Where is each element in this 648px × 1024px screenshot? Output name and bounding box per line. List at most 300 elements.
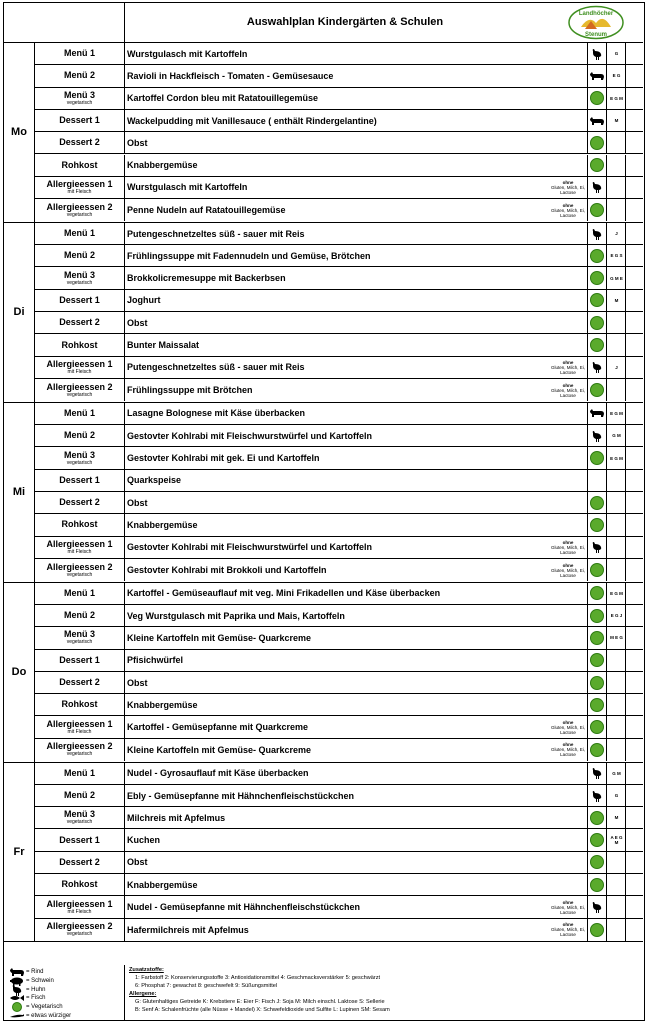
veggie-icon bbox=[587, 267, 607, 288]
table-row bbox=[35, 245, 643, 267]
allergy-free-body: Gluten, Milch, Ei, Lactose bbox=[550, 364, 585, 375]
category-cell bbox=[35, 852, 125, 873]
blank-cell bbox=[626, 874, 643, 895]
table-row bbox=[35, 447, 643, 469]
dish-name: Gestovter Kohlrabi mit Fleischwurstwürfel und Kartoffeln bbox=[127, 542, 373, 553]
dish-name: Penne Nudeln auf Ratatouillegemüse bbox=[127, 205, 286, 216]
dish-name: Obst bbox=[127, 317, 148, 328]
allergy-free-head: ohne bbox=[562, 382, 574, 388]
category-cell bbox=[35, 694, 125, 715]
allergens-line-1: G: Glutenhaltiges Getreide K: Krebstiere E: Eier F: Fisch J: Soja M: Milch einschl. Laktose S: Sellerie bbox=[135, 999, 385, 1005]
chicken-icon bbox=[587, 425, 607, 446]
blank-cell bbox=[626, 132, 643, 153]
allergy-free-head: ohne bbox=[562, 562, 574, 568]
table-row bbox=[35, 874, 643, 896]
table-row bbox=[35, 199, 643, 221]
allergen-codes bbox=[608, 852, 626, 873]
veggie-icon bbox=[587, 312, 607, 333]
day-block-mi bbox=[4, 403, 643, 583]
veggie-icon bbox=[587, 739, 607, 761]
allergy-free-body: Gluten, Milch, Ei, Lactose bbox=[550, 904, 585, 915]
category-label: Menü 3 bbox=[63, 629, 95, 640]
legend-item bbox=[8, 1011, 71, 1021]
category-cell bbox=[35, 425, 125, 446]
dish-name: Knabbergemüse bbox=[127, 160, 198, 171]
blank-cell bbox=[626, 583, 643, 604]
category-label: Rohkost bbox=[61, 879, 98, 890]
blank-cell bbox=[626, 785, 643, 806]
blank-cell bbox=[626, 290, 643, 311]
blank-cell bbox=[626, 403, 643, 424]
allergen-codes: A E G M bbox=[608, 829, 626, 850]
table-row bbox=[35, 896, 643, 918]
category-cell bbox=[35, 672, 125, 693]
category-label: Allergieessen 1 bbox=[46, 358, 113, 369]
allergy-free-head: ohne bbox=[562, 359, 574, 365]
dish-name: Knabbergemüse bbox=[127, 879, 198, 890]
category-cell bbox=[35, 874, 125, 895]
dish-name: Kleine Kartoffeln mit Gemüse- Quarkcreme bbox=[127, 744, 312, 755]
table-row bbox=[35, 425, 643, 447]
blank-cell bbox=[626, 43, 643, 64]
chicken-icon bbox=[587, 785, 607, 806]
blank-cell bbox=[626, 514, 643, 535]
category-label: Menü 3 bbox=[63, 89, 95, 100]
allergy-free-note bbox=[548, 379, 588, 401]
veggie-icon bbox=[587, 492, 607, 513]
veggie-icon bbox=[587, 672, 607, 693]
allergen-codes: E G bbox=[608, 65, 626, 86]
category-label: Dessert 1 bbox=[59, 654, 100, 665]
category-label: Menü 3 bbox=[63, 449, 95, 460]
allergen-codes: G bbox=[608, 785, 626, 806]
additives-line-2: 6: Phosphat 7: gewachst 8: geschwefelt 9: Süßungsmittel bbox=[135, 983, 278, 989]
veggie-icon bbox=[587, 650, 607, 671]
allergy-free-note bbox=[548, 559, 588, 581]
chicken-icon bbox=[587, 896, 607, 917]
category-cell bbox=[35, 110, 125, 131]
veggie-icon bbox=[587, 559, 607, 581]
allergen-codes: E G M bbox=[608, 583, 626, 604]
veggie-icon bbox=[587, 447, 607, 468]
category-label: Allergieessen 1 bbox=[46, 538, 113, 549]
allergens-heading: Allergene: bbox=[129, 991, 157, 997]
blank-cell bbox=[626, 88, 643, 109]
dish-name: Gestovter Kohlrabi mit Brokkoli und Kartoffeln bbox=[127, 565, 327, 576]
legend-label: = Fisch bbox=[26, 995, 46, 1002]
legend-label: = Vegetarisch bbox=[26, 1004, 63, 1011]
category-cell bbox=[35, 43, 125, 64]
allergen-codes: M bbox=[608, 807, 626, 828]
legend-label: = Rind bbox=[26, 969, 44, 975]
allergen-codes bbox=[608, 537, 626, 558]
category-cell bbox=[35, 559, 125, 581]
allergen-codes bbox=[608, 514, 626, 535]
blank-cell bbox=[626, 425, 643, 446]
category-sublabel: vegetarisch bbox=[66, 459, 93, 466]
allergy-free-head: ohne bbox=[562, 719, 574, 725]
category-cell bbox=[35, 716, 125, 737]
veggie-icon bbox=[587, 245, 607, 266]
day-block-di bbox=[4, 223, 643, 403]
allergen-codes bbox=[608, 334, 626, 355]
additives-heading: Zusatzstoffe: bbox=[129, 967, 164, 973]
blank-cell bbox=[626, 716, 643, 737]
chicken-icon bbox=[587, 537, 607, 558]
category-sublabel: vegetarisch bbox=[66, 279, 93, 286]
beef-icon bbox=[587, 110, 607, 131]
category-cell bbox=[35, 132, 125, 153]
category-cell bbox=[35, 537, 125, 558]
blank-cell bbox=[626, 223, 643, 244]
table-row bbox=[35, 88, 643, 110]
dish-name: Kartoffel Cordon bleu mit Ratatouillegemüse bbox=[127, 93, 319, 104]
legend-label: = Schwein bbox=[26, 977, 54, 984]
blank-cell bbox=[626, 896, 643, 917]
category-label: Menü 3 bbox=[63, 269, 95, 280]
header bbox=[4, 3, 643, 43]
allergy-free-body: Gluten, Milch, Ei, Lactose bbox=[550, 207, 585, 218]
category-label: Menü 2 bbox=[63, 430, 95, 441]
category-label: Menü 2 bbox=[63, 70, 95, 81]
chicken-icon bbox=[587, 43, 607, 64]
blank-cell bbox=[626, 807, 643, 828]
beef-icon bbox=[587, 403, 607, 424]
page-title: Auswahlplan Kindergärten & Schulen bbox=[246, 16, 444, 28]
category-label: Rohkost bbox=[61, 339, 98, 350]
category-label: Allergieessen 2 bbox=[46, 921, 113, 932]
day-block-mo bbox=[4, 43, 643, 223]
allergy-free-note bbox=[548, 357, 588, 378]
allergen-codes bbox=[608, 716, 626, 737]
day-label: Di bbox=[4, 223, 35, 402]
table-row bbox=[35, 470, 643, 492]
dish-name: Knabbergemüse bbox=[127, 519, 198, 530]
veggie-icon bbox=[587, 132, 607, 153]
allergy-free-note bbox=[548, 716, 588, 737]
table-row bbox=[35, 583, 643, 605]
allergen-codes: E G M bbox=[608, 403, 626, 424]
category-sublabel: vegetarisch bbox=[66, 931, 93, 938]
additives-info bbox=[129, 965, 639, 1020]
blank-cell bbox=[626, 379, 643, 401]
category-label: Dessert 1 bbox=[59, 474, 100, 485]
category-cell bbox=[35, 199, 125, 221]
blank-cell bbox=[626, 334, 643, 355]
table-row bbox=[35, 785, 643, 807]
allergen-codes bbox=[608, 694, 626, 715]
category-label: Rohkost bbox=[61, 519, 98, 530]
allergen-codes: G M bbox=[608, 763, 626, 784]
category-cell bbox=[35, 896, 125, 917]
table-row bbox=[35, 650, 643, 672]
allergen-codes: M E G bbox=[608, 627, 626, 648]
allergen-codes bbox=[608, 312, 626, 333]
category-cell bbox=[35, 470, 125, 491]
veggie-icon bbox=[587, 514, 607, 535]
category-label: Allergieessen 1 bbox=[46, 178, 113, 189]
allergy-free-note bbox=[548, 896, 588, 917]
veggie-icon bbox=[587, 334, 607, 355]
category-cell bbox=[35, 514, 125, 535]
allergy-free-note bbox=[548, 199, 588, 221]
blank-cell bbox=[626, 763, 643, 784]
allergen-codes: E G S bbox=[608, 245, 626, 266]
blank-cell bbox=[626, 492, 643, 513]
category-label: Dessert 2 bbox=[59, 137, 100, 148]
allergen-codes bbox=[608, 919, 626, 941]
category-sublabel: mit Fleisch bbox=[67, 908, 92, 915]
table-row bbox=[35, 919, 643, 941]
table-row bbox=[35, 763, 643, 785]
table-row bbox=[35, 65, 643, 87]
allergy-free-head: ohne bbox=[562, 202, 574, 208]
table-row bbox=[35, 716, 643, 738]
allergen-codes bbox=[608, 559, 626, 581]
category-label: Menü 1 bbox=[63, 767, 95, 778]
table-row bbox=[35, 290, 643, 312]
dish-name: Obst bbox=[127, 497, 148, 508]
category-cell bbox=[35, 919, 125, 941]
category-sublabel: mit Fleisch bbox=[67, 548, 92, 555]
dish-name: Joghurt bbox=[127, 295, 161, 306]
allergen-codes: G bbox=[608, 43, 626, 64]
table-row bbox=[35, 223, 643, 245]
allergen-codes: G M bbox=[608, 425, 626, 446]
category-label: Menü 3 bbox=[63, 809, 95, 820]
table-row bbox=[35, 357, 643, 379]
blank-cell bbox=[626, 829, 643, 850]
category-label: Dessert 1 bbox=[59, 294, 100, 305]
dish-name: Kartoffel - Gemüsepfanne mit Quarkcreme bbox=[127, 722, 309, 733]
category-cell bbox=[35, 357, 125, 378]
chicken-icon bbox=[587, 357, 607, 378]
allergen-codes bbox=[608, 492, 626, 513]
category-cell bbox=[35, 177, 125, 198]
table-row bbox=[35, 739, 643, 761]
category-label: Menü 2 bbox=[63, 610, 95, 621]
icon-legend bbox=[4, 965, 125, 1020]
category-label: Allergieessen 2 bbox=[46, 381, 113, 392]
blank-cell bbox=[626, 919, 643, 941]
veggie-icon bbox=[587, 199, 607, 221]
category-sublabel: vegetarisch bbox=[66, 819, 93, 826]
category-label: Dessert 1 bbox=[59, 115, 100, 126]
table-row bbox=[35, 379, 643, 401]
allergens-line-2: B: Senf A: Schalenfrüchte (alle Nüsse + Mandel) X: Schwefeldioxide und Sulfite L: Lupinen SM: Sesam bbox=[135, 1007, 390, 1013]
table-row bbox=[35, 403, 643, 425]
veggie-icon bbox=[587, 852, 607, 873]
dish-name: Wackelpudding mit Vanillesauce ( enthält Rindergelantine) bbox=[127, 115, 377, 126]
veggie-icon bbox=[587, 583, 607, 604]
category-cell bbox=[35, 290, 125, 311]
category-label: Allergieessen 1 bbox=[46, 898, 113, 909]
day-label: Fr bbox=[4, 763, 35, 942]
dish-name: Quarkspeise bbox=[127, 475, 182, 486]
allergen-codes bbox=[608, 379, 626, 401]
blank-cell bbox=[626, 672, 643, 693]
table-row bbox=[35, 267, 643, 289]
table-row bbox=[35, 627, 643, 649]
table-row bbox=[35, 537, 643, 559]
category-label: Allergieessen 2 bbox=[46, 741, 113, 752]
menu-table bbox=[4, 43, 643, 942]
blank-cell bbox=[626, 694, 643, 715]
category-cell bbox=[35, 223, 125, 244]
category-sublabel: vegetarisch bbox=[66, 639, 93, 646]
dish-name: Bunter Maissalat bbox=[127, 340, 200, 351]
category-cell bbox=[35, 492, 125, 513]
category-cell bbox=[35, 267, 125, 288]
allergy-free-note bbox=[548, 919, 588, 941]
veggie-icon bbox=[587, 874, 607, 895]
blank-cell bbox=[626, 110, 643, 131]
allergen-codes bbox=[608, 896, 626, 917]
legend-label: = Huhn bbox=[26, 986, 46, 993]
category-label: Allergieessen 2 bbox=[46, 201, 113, 212]
category-cell bbox=[35, 88, 125, 109]
allergen-codes: J bbox=[608, 357, 626, 378]
category-cell bbox=[35, 334, 125, 355]
veggie-icon bbox=[587, 829, 607, 850]
dish-name: Pfisichwürfel bbox=[127, 655, 184, 666]
veggie-icon bbox=[587, 919, 607, 941]
allergy-free-note bbox=[548, 739, 588, 761]
category-cell bbox=[35, 739, 125, 761]
blank-cell bbox=[626, 245, 643, 266]
pepper-icon bbox=[8, 1012, 26, 1020]
allergen-codes bbox=[608, 650, 626, 671]
veggie-icon bbox=[587, 694, 607, 715]
dish-name: Nudel - Gyrosauflauf mit Käse überbacken bbox=[127, 768, 309, 779]
legend-label: = etwas würziger bbox=[26, 1013, 72, 1019]
allergy-free-body: Gluten, Milch, Ei, Lactose bbox=[550, 927, 585, 938]
table-row bbox=[35, 312, 643, 334]
category-label: Menü 1 bbox=[63, 48, 95, 59]
allergy-free-body: Gluten, Milch, Ei, Lactose bbox=[550, 747, 585, 758]
category-cell bbox=[35, 155, 125, 176]
category-cell bbox=[35, 245, 125, 266]
blank-cell bbox=[626, 470, 643, 491]
category-label: Dessert 2 bbox=[59, 677, 100, 687]
allergen-codes: M bbox=[608, 290, 626, 311]
dish-name: Kuchen bbox=[127, 835, 161, 846]
category-cell bbox=[35, 312, 125, 333]
dish-name: Obst bbox=[127, 677, 148, 688]
allergen-codes: E G M bbox=[608, 447, 626, 468]
dish-name: Milchreis mit Apfelmus bbox=[127, 812, 226, 823]
header-blank-cell bbox=[4, 3, 125, 42]
blank-cell bbox=[626, 739, 643, 761]
day-label: Mo bbox=[4, 43, 35, 222]
table-row bbox=[35, 43, 643, 65]
dish-name: Veg Wurstgulasch mit Paprika und Mais, Kartoffeln bbox=[127, 610, 345, 621]
allergy-free-head: ohne bbox=[562, 922, 574, 928]
category-label: Rohkost bbox=[61, 699, 98, 710]
allergy-free-note bbox=[548, 177, 588, 198]
category-cell bbox=[35, 447, 125, 468]
blank-cell bbox=[626, 627, 643, 648]
day-label: Do bbox=[4, 583, 35, 762]
category-label: Dessert 2 bbox=[59, 497, 100, 508]
logo-top-text: Landhöcher bbox=[578, 11, 614, 17]
dish-name: Frühlingssuppe mit Brötchen bbox=[127, 385, 253, 396]
allergen-codes: E G J bbox=[608, 605, 626, 626]
footer bbox=[4, 965, 643, 1020]
category-label: Allergieessen 2 bbox=[46, 561, 113, 572]
allergen-codes bbox=[608, 155, 626, 176]
blank-cell bbox=[626, 155, 643, 176]
allergy-free-head: ohne bbox=[562, 899, 574, 905]
table-row bbox=[35, 672, 643, 694]
allergy-free-body: Gluten, Milch, Ei, Lactose bbox=[550, 184, 585, 195]
table-row bbox=[35, 492, 643, 514]
allergy-free-head: ohne bbox=[562, 742, 574, 748]
blank-cell bbox=[626, 312, 643, 333]
chicken-icon bbox=[587, 177, 607, 198]
dish-name: Putengeschnetzeltes süß - sauer mit Reis bbox=[127, 228, 305, 239]
category-cell bbox=[35, 403, 125, 424]
veggie-icon bbox=[587, 88, 607, 109]
category-cell bbox=[35, 627, 125, 648]
beef-icon bbox=[587, 65, 607, 86]
allergen-codes bbox=[608, 672, 626, 693]
allergen-codes: E G M bbox=[608, 88, 626, 109]
category-cell bbox=[35, 829, 125, 850]
category-label: Allergieessen 1 bbox=[46, 718, 113, 729]
dish-name: Brokkolicremesuppe mit Backerbsen bbox=[127, 273, 286, 284]
veggie-icon bbox=[587, 290, 607, 311]
category-cell bbox=[35, 763, 125, 784]
category-sublabel: vegetarisch bbox=[66, 211, 93, 218]
category-label: Dessert 1 bbox=[59, 834, 100, 845]
category-cell bbox=[35, 807, 125, 828]
dish-name: Putengeschnetzeltes süß - sauer mit Reis bbox=[127, 362, 305, 373]
blank-cell bbox=[626, 605, 643, 626]
dish-name: Obst bbox=[127, 137, 148, 148]
dish-name: Hafermilchreis mit Apfelmus bbox=[127, 924, 249, 935]
veggie-icon bbox=[587, 605, 607, 626]
allergen-codes bbox=[608, 177, 626, 198]
dish-name: Gestovter Kohlrabi mit gek. Ei und Kartoffeln bbox=[127, 453, 320, 464]
dish-name: Knabbergemüse bbox=[127, 699, 198, 710]
table-row bbox=[35, 177, 643, 199]
dish-name: Ravioli in Hackfleisch - Tomaten - Gemüsesauce bbox=[127, 70, 334, 81]
chicken-icon bbox=[587, 763, 607, 784]
category-sublabel: mit Fleisch bbox=[67, 188, 92, 195]
allergy-free-head: ohne bbox=[562, 539, 574, 545]
table-row bbox=[35, 852, 643, 874]
menu-sheet bbox=[3, 2, 645, 1021]
dish-name: Obst bbox=[127, 857, 148, 868]
empty-icon-cell bbox=[587, 470, 607, 491]
allergy-free-body: Gluten, Milch, Ei, Lactose bbox=[550, 724, 585, 735]
table-row bbox=[35, 132, 643, 154]
category-label: Menü 1 bbox=[63, 228, 95, 239]
category-label: Menü 2 bbox=[63, 250, 95, 261]
allergen-codes: G M E bbox=[608, 267, 626, 288]
category-cell bbox=[35, 605, 125, 626]
dish-name: Gestovter Kohlrabi mit Fleischwurstwürfel und Kartoffeln bbox=[127, 430, 373, 441]
dish-name: Wurstgulasch mit Kartoffeln bbox=[127, 182, 248, 193]
blank-cell bbox=[626, 177, 643, 198]
table-row bbox=[35, 155, 643, 177]
fish-icon bbox=[8, 994, 26, 1002]
allergen-codes bbox=[608, 132, 626, 153]
blank-cell bbox=[626, 267, 643, 288]
table-row bbox=[35, 334, 643, 356]
allergen-codes bbox=[608, 470, 626, 491]
